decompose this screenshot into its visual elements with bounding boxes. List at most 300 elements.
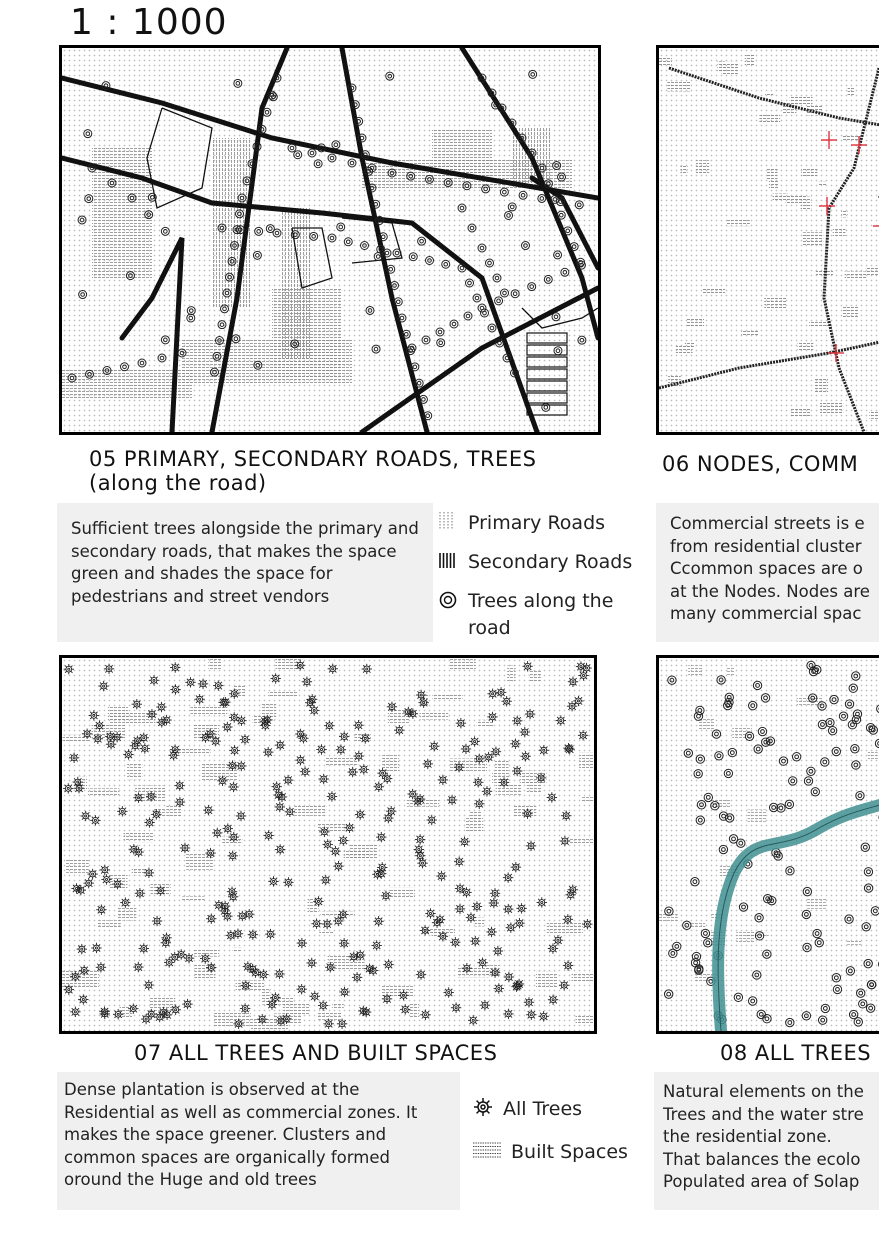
gear-tree	[547, 792, 557, 802]
ring-tree	[696, 706, 704, 714]
built-hatch	[261, 703, 276, 720]
gear-tree	[336, 745, 346, 755]
ring-tree	[478, 244, 486, 252]
ring-tree	[501, 289, 509, 297]
gear-tree	[417, 858, 427, 868]
gear-tree	[80, 811, 90, 821]
gear-tree	[133, 962, 143, 972]
gear-tree	[429, 741, 439, 751]
built-hatch	[680, 165, 687, 174]
gear-tree	[374, 782, 384, 792]
gear-tree	[394, 725, 404, 735]
gear-tree	[271, 781, 281, 791]
ring-tree	[864, 959, 872, 967]
panel-06-description-box	[656, 503, 879, 642]
built-hatch	[275, 658, 302, 669]
gear-tree	[182, 999, 192, 1009]
gear-tree	[96, 962, 106, 972]
ring-tree	[701, 929, 709, 937]
secondary-road	[342, 48, 427, 432]
gear-tree	[318, 774, 328, 784]
ring-tree	[464, 312, 472, 320]
gear-tree	[170, 1005, 180, 1015]
panel-05-legend	[437, 510, 637, 654]
gear-tree	[324, 720, 334, 730]
panel-06-line-2: from residential cluster	[670, 536, 862, 556]
ring-tree	[314, 160, 322, 168]
gear-tree	[70, 1007, 80, 1017]
ring-tree	[255, 227, 263, 235]
ring-tree	[253, 251, 261, 259]
plot-outline	[342, 218, 402, 263]
ring-tree	[466, 279, 474, 287]
ring-tree	[839, 712, 847, 720]
gear-tree	[514, 918, 524, 928]
gear-tree	[511, 862, 521, 872]
gear-tree	[212, 828, 222, 838]
built-hatch	[520, 771, 547, 783]
built-hatch	[477, 720, 494, 726]
built-hatch	[732, 727, 751, 738]
built-hatch	[208, 658, 221, 669]
gear-tree	[386, 806, 396, 816]
built-hatch	[576, 1015, 594, 1023]
gear-tree	[203, 805, 213, 815]
built-hatch	[318, 1011, 342, 1019]
gear-tree	[143, 980, 153, 990]
ring-tree	[717, 676, 725, 684]
ring-tree	[715, 752, 723, 760]
primary-road-hatch-icon	[437, 510, 459, 532]
built-hatch	[294, 806, 326, 816]
ring-tree	[78, 216, 86, 224]
built-hatch	[268, 691, 297, 698]
panel-05-title-line2: (along the road)	[89, 471, 267, 495]
gear-tree	[185, 677, 195, 687]
ring-tree	[450, 320, 458, 328]
built-hatch	[801, 169, 817, 178]
gear-tree	[265, 929, 275, 939]
ring-tree	[436, 328, 444, 336]
built-hatch	[748, 809, 767, 821]
built-space-hatch-icon	[472, 1139, 502, 1161]
map-07-all-trees-built	[59, 655, 597, 1034]
gear-tree	[244, 909, 254, 919]
ring-tree	[852, 672, 860, 680]
ring-tree	[828, 726, 836, 734]
built-hatch	[308, 898, 319, 913]
panel-06-line-1: Commercial streets is e	[670, 514, 865, 533]
ring-tree	[851, 745, 859, 753]
gear-tree	[553, 935, 563, 945]
gear-tree	[248, 929, 258, 939]
ring-tree	[704, 793, 712, 801]
ring-tree	[724, 701, 732, 709]
ring-tree	[845, 915, 853, 923]
gear-tree	[144, 868, 154, 878]
ring-tree	[696, 755, 704, 763]
ring-tree	[561, 268, 569, 276]
built-hatch	[117, 906, 136, 920]
ring-tree	[85, 195, 93, 203]
gear-tree	[106, 739, 116, 749]
built-hatch	[659, 913, 678, 922]
gear-tree	[512, 716, 522, 726]
legend-label-primary-roads: Primary Roads	[468, 512, 606, 534]
panel-07-description: Dense plantation is observed at the Residential as well as commercial zones. It makes the space greener. Clusters and common spaces are organically formed oround the Huge and old trees	[64, 1080, 418, 1189]
panel-08-line-2: Trees and the water stre	[663, 1104, 864, 1124]
ring-tree	[328, 234, 336, 242]
gear-tree	[64, 984, 74, 994]
built-hatch	[809, 321, 830, 328]
gear-tree	[322, 919, 332, 929]
ring-tree	[79, 291, 87, 299]
gear-tree	[175, 797, 185, 807]
gear-tree	[302, 677, 312, 687]
built-hatch	[320, 912, 355, 916]
gear-tree	[560, 836, 570, 846]
ring-tree	[418, 237, 426, 245]
built-hatch	[469, 811, 481, 821]
gear-tree	[364, 963, 374, 973]
built-hatch	[767, 167, 778, 179]
panel-06-line-4: at the Nodes. Nodes are	[670, 581, 870, 601]
gear-tree	[377, 862, 387, 872]
ring-tree	[786, 1018, 794, 1026]
gear-tree	[139, 943, 149, 953]
gear-tree	[152, 916, 162, 926]
legend-label-all-trees: All Trees	[503, 1098, 583, 1120]
gear-tree	[128, 1003, 138, 1013]
built-hatch	[496, 784, 521, 795]
gear-tree	[323, 1019, 333, 1029]
map-05-roads-trees	[59, 45, 601, 435]
built-hatch	[759, 114, 780, 123]
gear-tree	[576, 661, 586, 671]
gear-tree	[472, 901, 482, 911]
gear-tree-icon	[472, 1096, 494, 1118]
ring-tree	[575, 201, 583, 209]
gear-tree	[305, 698, 315, 708]
gear-tree	[277, 792, 287, 802]
built-hatch	[688, 665, 702, 675]
building-block	[527, 333, 567, 343]
built-hatch	[667, 82, 690, 91]
panel-08-description-box	[654, 1072, 879, 1210]
gear-tree	[493, 946, 503, 956]
gear-tree	[438, 931, 448, 941]
built-hatch	[420, 712, 449, 719]
built-hatch	[108, 706, 128, 721]
ring-tree	[422, 336, 430, 344]
built-hatch	[814, 379, 828, 393]
gear-tree	[300, 766, 310, 776]
gear-tree	[526, 841, 536, 851]
gear-tree	[227, 886, 237, 896]
gear-tree	[565, 890, 575, 900]
gear-tree	[100, 1009, 110, 1019]
ring-tree	[849, 684, 857, 692]
ring-tree	[697, 801, 705, 809]
ring-tree	[161, 227, 169, 235]
ring-tree	[187, 314, 195, 322]
built-hatch	[798, 342, 814, 350]
gear-tree	[113, 1009, 123, 1019]
ring-tree	[830, 695, 838, 703]
gear-tree	[339, 987, 349, 997]
gear-tree	[180, 843, 190, 853]
ring-tree	[728, 748, 736, 756]
gear-tree	[296, 984, 306, 994]
gear-tree	[240, 1003, 250, 1013]
gear-tree	[229, 745, 239, 755]
gear-tree	[469, 736, 479, 746]
gear-tree	[170, 952, 180, 962]
ring-tree	[500, 188, 508, 196]
gear-tree	[200, 953, 210, 963]
gear-tree	[425, 908, 435, 918]
gear-tree	[133, 847, 143, 857]
built-hatch	[579, 753, 594, 769]
gear-tree	[339, 731, 349, 741]
gear-tree	[104, 664, 114, 674]
gear-tree	[503, 1009, 513, 1019]
ring-tree	[871, 907, 879, 915]
gear-tree	[473, 777, 483, 787]
gear-tree	[474, 799, 484, 809]
ring-tree	[426, 257, 434, 265]
gear-tree	[487, 689, 497, 699]
ring-tree	[696, 816, 704, 824]
gear-tree	[327, 791, 337, 801]
built-hatch	[166, 806, 182, 817]
built-hatch	[736, 932, 755, 943]
ring-tree	[337, 223, 345, 231]
panel-05-title-line1: 05 PRIMARY, SECONDARY ROADS, TREES	[89, 447, 537, 471]
gear-tree	[561, 811, 571, 821]
gear-tree	[268, 876, 278, 886]
built-hatch	[449, 659, 476, 669]
ring-tree	[473, 294, 481, 302]
ring-tree	[854, 1018, 862, 1026]
ring-tree-icon	[437, 588, 459, 610]
built-hatch	[317, 823, 347, 831]
gear-tree	[82, 729, 92, 739]
gear-tree	[146, 1009, 156, 1019]
gear-tree	[564, 744, 574, 754]
panel-06-line-5: many commercial spac	[670, 604, 862, 623]
ring-tree	[832, 974, 840, 982]
panel-05-description: Sufficient trees alongside the primary and secondary roads, that makes the space green and shades the space for pedestrians and street vendors	[71, 519, 419, 606]
built-hatch	[547, 923, 583, 934]
ring-tree	[218, 321, 226, 329]
ring-tree	[554, 251, 562, 259]
built-hatch	[820, 402, 843, 413]
legend-item-trees-along-road	[437, 588, 637, 642]
gear-tree	[149, 675, 159, 685]
gear-tree	[538, 1011, 548, 1021]
panel-06-line-3: Ccommon spaces are o	[670, 559, 863, 578]
gear-tree	[236, 761, 246, 771]
gear-tree	[198, 679, 208, 689]
gear-tree	[337, 1019, 347, 1029]
ring-tree	[864, 884, 872, 892]
gear-tree	[170, 662, 180, 672]
gear-tree	[258, 969, 268, 979]
gear-tree	[71, 883, 81, 893]
ring-tree	[757, 1010, 765, 1018]
gear-tree	[96, 905, 106, 915]
gear-tree	[415, 851, 425, 861]
built-hatch	[833, 228, 846, 236]
ring-tree	[529, 70, 537, 78]
built-hatch	[527, 782, 541, 793]
built-hatch	[233, 948, 242, 952]
gear-tree	[416, 969, 426, 979]
gear-tree	[438, 775, 448, 785]
built-hatch	[174, 748, 211, 753]
gear-tree	[559, 980, 569, 990]
gear-tree	[503, 872, 513, 882]
gear-tree	[206, 914, 216, 924]
gear-tree	[229, 712, 239, 722]
gear-tree	[338, 835, 348, 845]
gear-tree	[578, 730, 588, 740]
gear-tree	[100, 865, 110, 875]
ring-tree	[578, 336, 586, 344]
gear-tree	[563, 914, 573, 924]
gear-tree	[477, 958, 487, 968]
map-08-trees-water	[656, 655, 879, 1034]
ring-tree	[832, 747, 840, 755]
gear-tree	[407, 789, 417, 799]
gear-tree	[372, 869, 382, 879]
ring-tree	[739, 903, 747, 911]
gear-tree	[556, 715, 566, 725]
gear-tree	[496, 687, 506, 697]
scale-label: 1 : 1000	[70, 2, 228, 43]
built-hatch	[325, 758, 358, 767]
built-hatch	[432, 695, 462, 701]
legend-label-built-spaces: Built Spaces	[511, 1141, 628, 1163]
gear-tree	[226, 930, 236, 940]
gear-tree	[170, 684, 180, 694]
built-hatch	[389, 888, 415, 899]
ring-tree	[749, 701, 757, 709]
built-hatch	[150, 997, 175, 1011]
built-hatch	[319, 930, 333, 934]
ring-tree	[348, 159, 356, 167]
ring-tree	[818, 720, 826, 728]
ring-tree	[328, 154, 336, 162]
gear-tree	[101, 874, 111, 884]
ring-tree	[846, 967, 854, 975]
ring-tree	[158, 354, 166, 362]
gear-tree	[214, 900, 224, 910]
ring-tree	[684, 749, 692, 757]
built-hatch	[791, 409, 811, 417]
building-block	[527, 369, 567, 379]
ring-tree	[804, 777, 812, 785]
gear-tree	[506, 922, 516, 932]
gear-tree	[93, 734, 103, 744]
built-hatch	[765, 92, 773, 96]
building-block	[527, 381, 567, 391]
ring-tree	[729, 835, 737, 843]
ring-tree	[366, 306, 374, 314]
gear-tree	[194, 694, 204, 704]
built-hatch	[88, 788, 119, 796]
map-05-drawing	[62, 48, 598, 432]
gear-tree	[487, 712, 497, 722]
legend-label-secondary-roads: Secondary Roads	[468, 551, 633, 573]
ring-tree	[861, 843, 869, 851]
gear-tree	[222, 722, 232, 732]
panel-06-title: 06 NODES, COMM	[662, 452, 859, 476]
ring-tree	[437, 339, 445, 347]
gear-tree	[382, 773, 392, 783]
ring-tree	[802, 910, 810, 918]
gear-tree	[233, 929, 243, 939]
built-hatch	[764, 296, 786, 309]
gear-tree	[459, 837, 469, 847]
ring-tree	[361, 242, 369, 250]
ring-tree	[538, 194, 546, 202]
map-08-drawing	[659, 658, 879, 1031]
ring-tree	[393, 249, 401, 257]
gear-tree	[120, 897, 130, 907]
gear-tree	[236, 811, 246, 821]
ring-tree	[761, 694, 769, 702]
gear-tree	[383, 959, 393, 969]
legend-item-all-trees	[472, 1096, 642, 1123]
gear-tree	[466, 912, 476, 922]
gear-tree	[480, 1000, 490, 1010]
built-hatch	[841, 210, 847, 218]
ring-tree	[521, 242, 529, 250]
gear-tree	[503, 904, 513, 914]
gear-tree	[318, 1000, 328, 1010]
ring-tree	[673, 942, 681, 950]
built-hatch	[659, 57, 672, 66]
ring-tree	[493, 274, 501, 282]
gear-tree	[123, 749, 133, 759]
built-hatch	[507, 665, 515, 682]
gear-tree	[319, 827, 329, 837]
gear-tree	[270, 673, 280, 683]
gear-tree	[63, 783, 73, 793]
gear-tree	[520, 751, 530, 761]
legend-item-built-spaces	[472, 1139, 642, 1166]
ring-tree	[508, 203, 516, 211]
ring-tree	[664, 990, 672, 998]
map-07-drawing	[62, 658, 594, 1031]
gear-tree	[548, 943, 558, 953]
gear-tree	[211, 736, 221, 746]
gear-tree	[175, 780, 185, 790]
panel-07-description-box	[57, 1072, 460, 1210]
gear-tree	[537, 897, 547, 907]
built-hatch	[332, 1003, 344, 1009]
gear-tree	[491, 747, 501, 757]
ring-tree	[187, 307, 195, 315]
gear-tree	[307, 958, 317, 968]
ring-tree	[528, 283, 536, 291]
built-hatch	[703, 287, 725, 295]
gear-tree	[436, 871, 446, 881]
gear-tree	[520, 727, 530, 737]
gear-tree	[140, 743, 150, 753]
